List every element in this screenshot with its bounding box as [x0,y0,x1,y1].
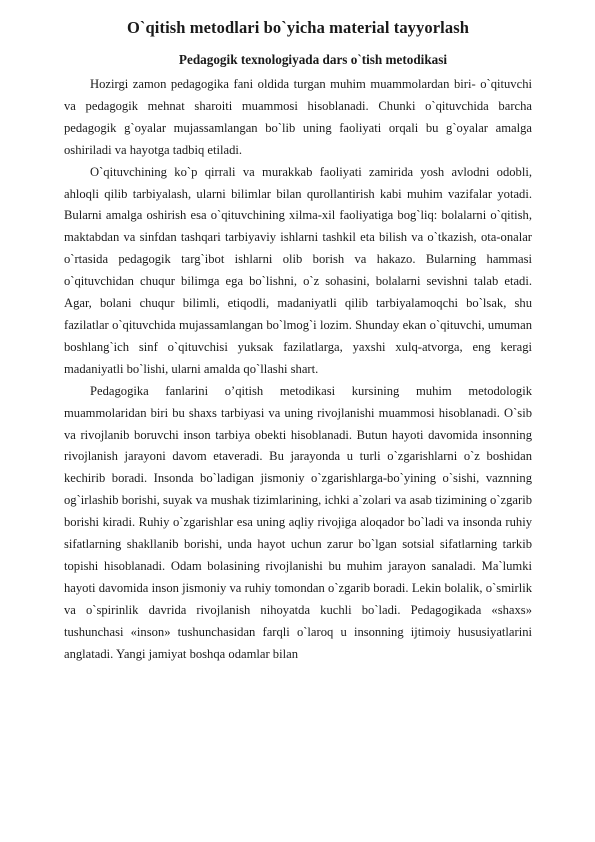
section-title: Pedagogik texnologiyada dars o`tish metodikasi [178,52,448,67]
paragraph-3: Pedagogika fanlarini o’qitish metodikasi kursining muhim metodologik muammolaridan biri bu shaxs tarbiyasi va uning rivojlanishi muammosi hisoblanadi. O`sib va rivojlanib boruvchi inson tarbiya obekti hisoblanadi. Butun hayoti davomida insonning rivojlanish jarayoni davom etaveradi. Bu jarayonda u turli o`zgarishlarni o`z boshidan kechirib boradi. Insonda bo`ladigan jismoniy o`zgarishlarga-bo`yining o`sishi, vaznning og`irlashib borishi, suyak va mushak tizimlarining, ichki a`zolari va asab tizimining o`zgarib borishi kiradi. Ruhiy o`zgarishlar esa uning aqliy rivojiga aloqador bo`ladi va insonda ruhiy sifatlarning shakllanib borishi, unda hayot uchun zarur bo`lgan sotsial sifatlarning tarkib topishi hisoblanadi. Odam bolasining rivojlanishi bu muhim jarayon sanaladi. Ma`lumki hayoti davomida inson jismoniy va ruhiy tomondan o`zgarib boradi. Lekin bolalik, o`smirlik va o`spirinlik davrida rivojlanish nihoyatda kuchli bo`ladi. Pedagogikada «shaxs» tushunchasi «inson» tushunchasidan farqli o`laroq u insonning ijtimoiy hususiyatlarini anglatadi. Yangi jamiyat boshqa odamlar bilan [64,383,532,661]
document-page [64,18,532,665]
paragraph-1: Hozirgi zamon pedagogika fani oldida turgan muhim muammolardan biri- o`qituvchi va pedagogik mehnat sharoiti muammosi hisoblanadi. Chunki o`qituvchida barcha pedagogik g`oyalar mujassamlangan bo`lib uning faoliyati orqali bu g`oyalar amalga oshiriladi va hayotga tadbiq etiladi. [64,77,532,157]
paragraph-2: O`qituvchining ko`p qirrali va murakkab faoliyati zamirida yosh avlodni odobli, ahloqli qilib tarbiyalash, ularni bilimlar bilan qurollantirish kabi muhim vazifalar yotadi. Bularni amalga oshirish esa o`qituvchining xilma-xil faoliyatiga bog`liq: bolalarni o`qitish, maktabdan va sinfdan tashqari tarbiyaviy ishlarni tashkil eta bilish va o`tkazish, ota-onalar o`rtasida pedagogik targ`ibot ishlarni olib borish va hakazo. Bularning hammasi o`qituvchidan chuqur bilimga ega bo`lishni, o`z sohasini, bolalarni sevishni talab etadi. Agar, bolani chuqur bilimli, etiqodli, madaniyatli qilib tarbiyalamoqchi bo`lsak, shu fazilatlar o`qituvchida mujassamlangan bo`lmog`i lozim. Shunday ekan o`qituvchi, umuman boshlang`ich sinf o`qituvchisi yuksak fazilatlarga, yaxshi xulq-atvorga, eng keragi madaniyatli bo`lishi, ularni amalda qo`llashi shart. [64,164,532,376]
document-title: O`qitish metodlari bo`yicha material tayyorlash [126,18,469,37]
